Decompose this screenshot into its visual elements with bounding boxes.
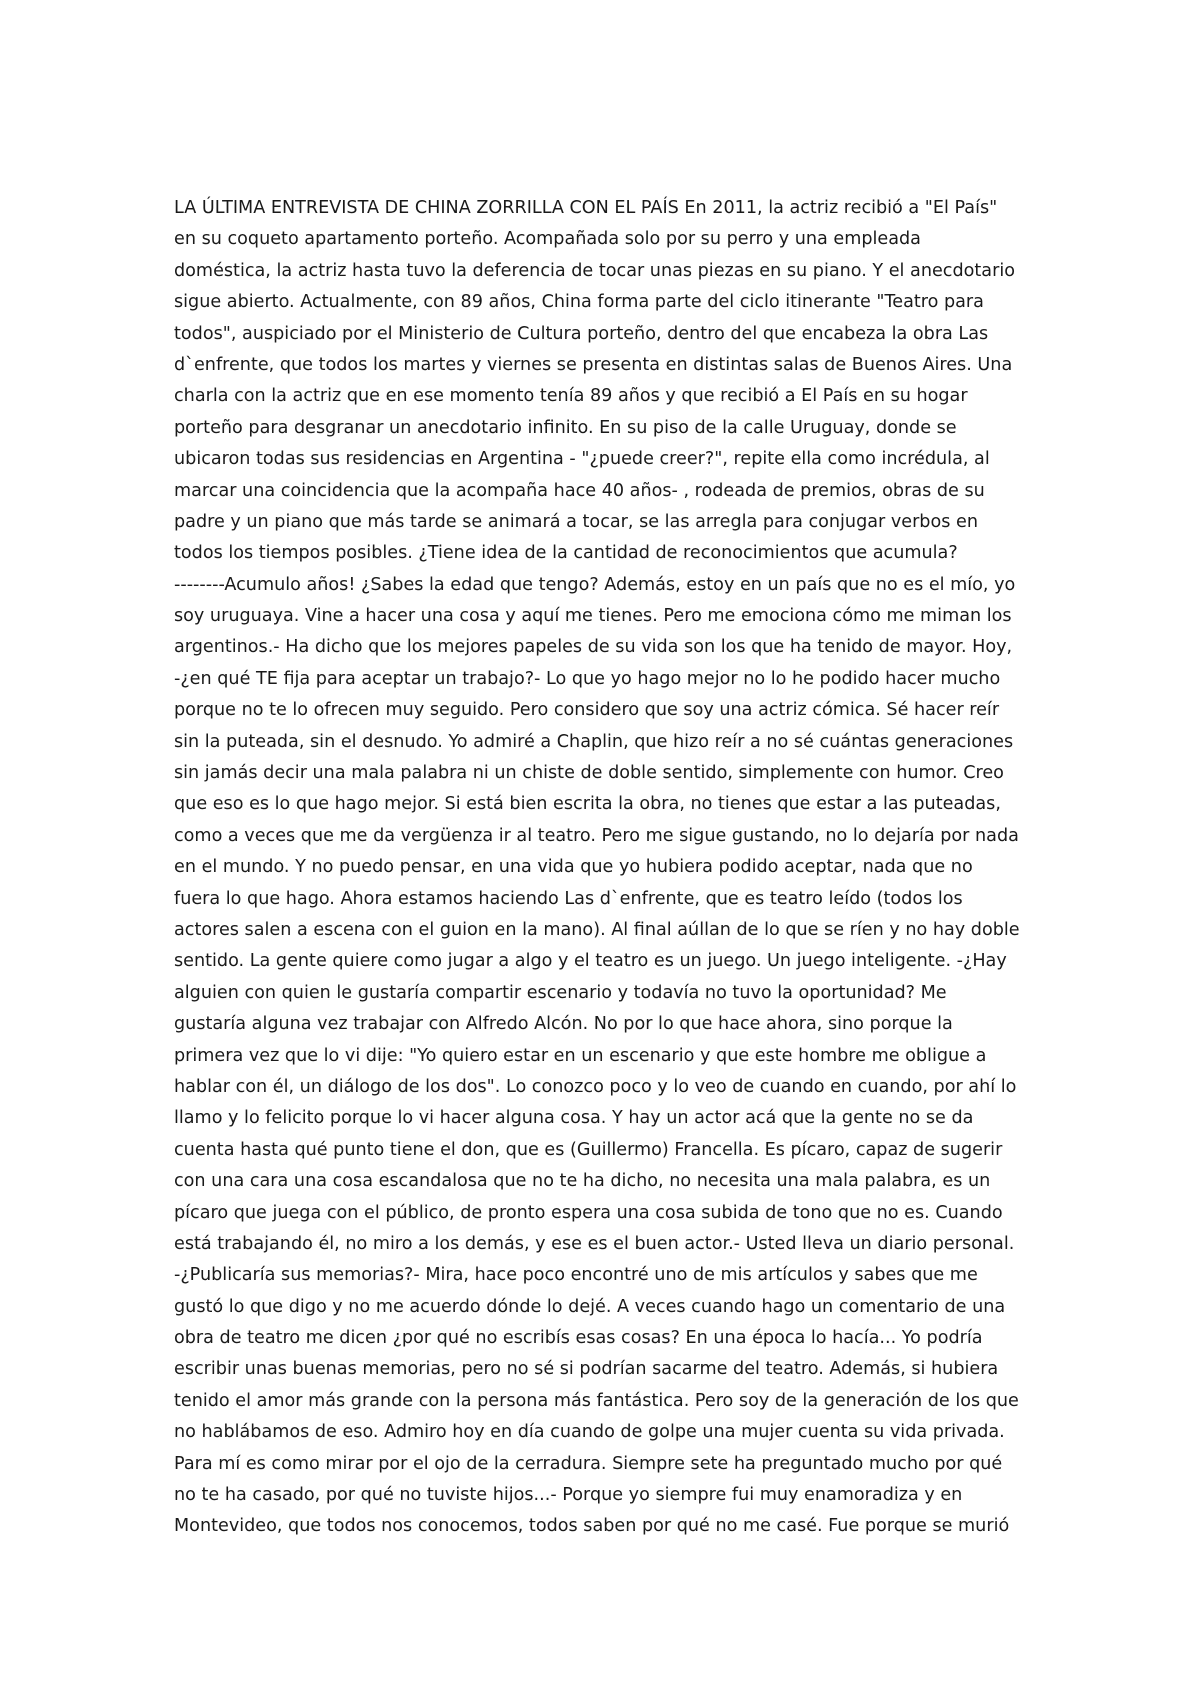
text-line: alguien con quien le gustaría compartir escenario y todavía no tuvo la oportunidad? Me	[174, 982, 947, 1003]
text-line: está trabajando él, no miro a los demás, y ese es el buen actor.- Usted lleva un diario personal.	[174, 1233, 1015, 1254]
text-line: todos", auspiciado por el Ministerio de Cultura porteño, dentro del que encabeza la obra Las	[174, 323, 989, 344]
text-line: no te ha casado, por qué no tuviste hijos...- Porque yo siempre fui muy enamoradiza y en	[174, 1485, 963, 1506]
text-line: sin jamás decir una mala palabra ni un chiste de doble sentido, simplemente con humor. Creo	[174, 763, 1004, 784]
text-line: sentido. La gente quiere como jugar a algo y el teatro es un juego. Un juego inteligente. -¿Hay	[174, 951, 1007, 972]
text-line: -¿en qué TE fija para aceptar un trabajo?- Lo que yo hago mejor no lo he podido hacer mucho	[174, 668, 1001, 689]
text-line: Para mí es como mirar por el ojo de la cerradura. Siempre sete ha preguntado mucho por qué	[174, 1453, 1003, 1474]
text-line: primera vez que lo vi dije: "Yo quiero estar en un escenario y que este hombre me obligue a	[174, 1045, 987, 1066]
text-line: cuenta hasta qué punto tiene el don, que es (Guillermo) Francella. Es pícaro, capaz de sugerir	[174, 1139, 1003, 1160]
text-line: hablar con él, un diálogo de los dos". Lo conozco poco y lo veo de cuando en cuando, por ahí lo	[174, 1076, 1017, 1097]
text-line: marcar una coincidencia que la acompaña hace 40 años- , rodeada de premios, obras de su	[174, 480, 985, 501]
text-line: Montevideo, que todos nos conocemos, todos saben por qué no me casé. Fue porque se murió	[174, 1516, 1010, 1537]
text-line: soy uruguaya. Vine a hacer una cosa y aquí me tienes. Pero me emociona cómo me miman los	[174, 606, 1012, 627]
article-body	[174, 193, 1054, 1543]
text-line: que eso es lo que hago mejor. Si está bien escrita la obra, no tienes que estar a las puteadas,	[174, 794, 1001, 815]
text-line: porteño para desgranar un anecdotario infinito. En su piso de la calle Uruguay, donde se	[174, 417, 957, 438]
text-line: --------Acumulo años! ¿Sabes la edad que tengo? Además, estoy en un país que no es el mío, yo	[174, 574, 1016, 595]
text-line: gustó lo que digo y no me acuerdo dónde lo dejé. A veces cuando hago un comentario de una	[174, 1296, 1006, 1317]
text-line: como a veces que me da vergüenza ir al teatro. Pero me sigue gustando, no lo dejaría por nada	[174, 825, 1019, 846]
text-line: con una cara una cosa escandalosa que no te ha dicho, no necesita una mala palabra, es un	[174, 1171, 991, 1192]
text-line: sin la puteada, sin el desnudo. Yo admiré a Chaplin, que hizo reír a no sé cuántas generaciones	[174, 731, 1014, 752]
text-line: obra de teatro me dicen ¿por qué no escribís esas cosas? En una época lo hacía... Yo podría	[174, 1328, 983, 1349]
text-line: fuera lo que hago. Ahora estamos haciendo Las d`enfrente, que es teatro leído (todos los	[174, 888, 963, 909]
text-line: escribir unas buenas memorias, pero no sé si podrían sacarme del teatro. Además, si hubiera	[174, 1359, 999, 1380]
text-line: argentinos.- Ha dicho que los mejores papeles de su vida son los que ha tenido de mayor. Hoy,	[174, 637, 1013, 658]
text-line: sigue abierto. Actualmente, con 89 años, China forma parte del ciclo itinerante "Teatro para	[174, 292, 984, 313]
text-line: todos los tiempos posibles. ¿Tiene idea de la cantidad de reconocimientos que acumula?	[174, 543, 958, 564]
text-line: doméstica, la actriz hasta tuvo la deferencia de tocar unas piezas en su piano. Y el anecdotario	[174, 260, 1015, 281]
text-line: LA ÚLTIMA ENTREVISTA DE CHINA ZORRILLA CON EL PAÍS En 2011, la actriz recibió a "El País"	[174, 198, 998, 218]
text-line: gustaría alguna vez trabajar con Alfredo Alcón. No por lo que hace ahora, sino porque la	[174, 1014, 953, 1035]
text-line: tenido el amor más grande con la persona más fantástica. Pero soy de la generación de los que	[174, 1390, 1019, 1411]
text-line: actores salen a escena con el guion en la mano). Al final aúllan de lo que se ríen y no hay doble	[174, 919, 1020, 940]
text-line: -¿Publicaría sus memorias?- Mira, hace poco encontré uno de mis artículos y sabes que me	[174, 1265, 978, 1286]
text-line: no hablábamos de eso. Admiro hoy en día cuando de golpe una mujer cuenta su vida privada.	[174, 1422, 1005, 1443]
text-line: charla con la actriz que en ese momento tenía 89 años y que recibió a El País en su hogar	[174, 386, 968, 407]
text-line: en el mundo. Y no puedo pensar, en una vida que yo hubiera podido aceptar, nada que no	[174, 857, 973, 878]
text-line: porque no te lo ofrecen muy seguido. Pero considero que soy una actriz cómica. Sé hacer reír	[174, 700, 1000, 721]
text-line: pícaro que juega con el público, de pronto espera una cosa subida de tono que no es. Cuando	[174, 1202, 1003, 1223]
text-line: llamo y lo felicito porque lo vi hacer alguna cosa. Y hay un actor acá que la gente no se da	[174, 1108, 974, 1129]
text-line: en su coqueto apartamento porteño. Acompañada solo por su perro y una empleada	[174, 229, 921, 250]
text-line: ubicaron todas sus residencias en Argentina - "¿puede creer?", repite ella como incrédula, al	[174, 449, 990, 470]
text-line: padre y un piano que más tarde se animará a tocar, se las arregla para conjugar verbos en	[174, 511, 978, 532]
text-line: d`enfrente, que todos los martes y viernes se presenta en distintas salas de Buenos Aires. Una	[174, 354, 1013, 375]
